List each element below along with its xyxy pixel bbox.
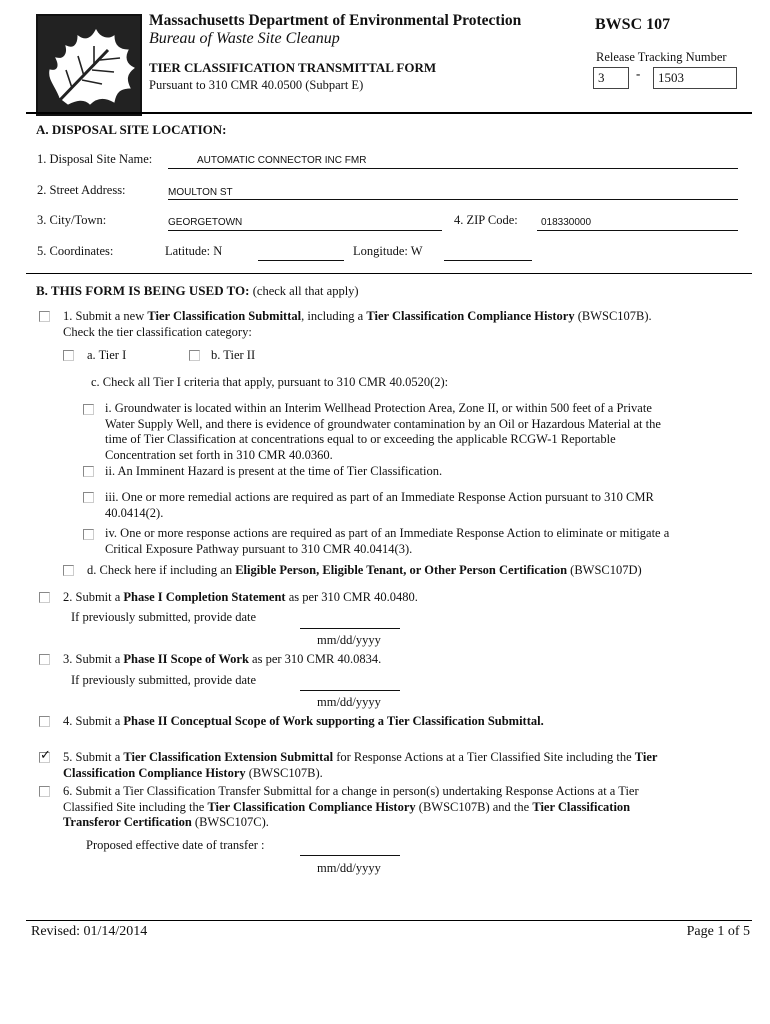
header-divider <box>26 112 752 114</box>
zip-field[interactable]: 018330000 <box>541 217 592 228</box>
criteria-intro: c. Check all Tier I criteria that apply, pursuant to 310 CMR 40.0520(2): <box>91 375 449 389</box>
criterion-iv-text: iv. One or more response actions are required as part of an Immediate Response Action to eliminate or mitigate a Critical Exposure Pathway pursuant to 310 CMR 40.0414(3). <box>105 526 670 556</box>
item1-text: 1. Submit a new Tier Classification Submittal, including a Tier Classification Compliance History (BWSC107B). Check the tier classification category: <box>63 309 652 339</box>
latitude-label: Latitude: N <box>165 244 223 258</box>
longitude-label: Longitude: W <box>353 244 423 258</box>
item3-date-format: mm/dd/yyyy <box>317 695 381 709</box>
dep-logo <box>36 14 142 116</box>
site-name-line <box>168 168 738 169</box>
street-field[interactable]: MOULTON ST <box>168 187 233 198</box>
item1-checkbox[interactable] <box>39 311 50 322</box>
item2-text: 2. Submit a Phase I Completion Statement as per 310 CMR 40.0480. <box>63 590 418 604</box>
oak-leaf-logo-icon <box>38 16 140 114</box>
footer-divider <box>26 920 752 921</box>
item5-checkbox[interactable] <box>39 752 50 763</box>
item3-date-field[interactable] <box>300 690 400 691</box>
coords-label: 5. Coordinates: <box>37 244 114 258</box>
transfer-date-format: mm/dd/yyyy <box>317 861 381 875</box>
criterion-i-text: i. Groundwater is located within an Interim Wellhead Protection Area, Zone II, or within 500 feet of a Private Water Supply Well, and there is evidence of groundwater contamination by an Oil or Hazardous Material at the time of Tier Classification at concentrations equal to or exceeding the applicable RCGW-1 Reportable Concentration set forth in 310 CMR 40.0360. <box>105 401 661 462</box>
item6-checkbox[interactable] <box>39 786 50 797</box>
form-code: BWSC 107 <box>595 16 671 33</box>
section-a-heading: A. DISPOSAL SITE LOCATION: <box>36 122 227 137</box>
city-line <box>168 230 442 231</box>
rtn-label: Release Tracking Number <box>596 50 727 64</box>
criterion-ii-checkbox[interactable] <box>83 466 94 477</box>
criterion-iii-checkbox[interactable] <box>83 492 94 503</box>
zip-label: 4. ZIP Code: <box>454 213 518 227</box>
city-field[interactable]: GEORGETOWN <box>168 217 243 228</box>
city-label: 3. City/Town: <box>37 213 107 227</box>
item-d-text: d. Check here if including an Eligible Person, Eligible Tenant, or Other Person Certification (BWSC107D) <box>87 563 642 577</box>
transfer-date-label: Proposed effective date of transfer : <box>86 838 265 852</box>
item-d-checkbox[interactable] <box>63 565 74 576</box>
longitude-field[interactable] <box>444 260 532 261</box>
item4-checkbox[interactable] <box>39 716 50 727</box>
criterion-ii-text: ii. An Imminent Hazard is present at the time of Tier Classification. <box>105 464 443 478</box>
tier-i-checkbox[interactable] <box>63 350 74 361</box>
item2-date-field[interactable] <box>300 628 400 629</box>
tier-i-label: a. Tier I <box>87 348 127 362</box>
site-name-field[interactable]: AUTOMATIC CONNECTOR INC FMR <box>197 155 367 166</box>
revised-date: Revised: 01/14/2014 <box>31 924 148 939</box>
pursuant-text: Pursuant to 310 CMR 40.0500 (Subpart E) <box>149 78 364 92</box>
section-b-heading <box>36 283 359 299</box>
criterion-iv-checkbox[interactable] <box>83 529 94 540</box>
tier-ii-checkbox[interactable] <box>189 350 200 361</box>
agency-title: Massachusetts Department of Environmental Protection <box>149 12 522 29</box>
section-b-note: (check all that apply) <box>252 284 359 298</box>
item3-checkbox[interactable] <box>39 654 50 665</box>
item4-text: 4. Submit a Phase II Conceptual Scope of Work supporting a Tier Classification Submittal. <box>63 714 544 728</box>
zip-line <box>537 230 738 231</box>
section-b-title: B. THIS FORM IS BEING USED TO: <box>36 283 250 298</box>
item6-text: 6. Submit a Tier Classification Transfer Submittal for a change in person(s) undertaking Response Actions at a Tier Classified Site including the Tier Classification Compliance History (BWSC107B) and the Tier Classification Transferor Certification (BWSC107C). <box>63 784 639 829</box>
latitude-field[interactable] <box>258 260 344 261</box>
criterion-i-checkbox[interactable] <box>83 404 94 415</box>
item5-text: 5. Submit a Tier Classification Extension Submittal for Response Actions at a Tier Classified Site including the Tier Classification Compliance History (BWSC107B). <box>63 750 658 780</box>
section-a-divider <box>26 273 752 274</box>
bureau-title: Bureau of Waste Site Cleanup <box>149 30 340 47</box>
item3-prev-date-label: If previously submitted, provide date <box>71 673 257 687</box>
street-label: 2. Street Address: <box>37 183 126 197</box>
rtn-dash: - <box>636 66 641 81</box>
transfer-date-field[interactable] <box>300 855 400 856</box>
rtn-number-field[interactable]: 1503 <box>653 67 737 89</box>
item2-prev-date-label: If previously submitted, provide date <box>71 610 257 624</box>
site-name-label: 1. Disposal Site Name: <box>37 152 153 166</box>
criterion-iii-text: iii. One or more remedial actions are required as part of an Immediate Response Action pursuant to 310 CMR 40.0414(2). <box>105 490 654 520</box>
page-number: Page 1 of 5 <box>686 924 750 939</box>
item2-date-format: mm/dd/yyyy <box>317 633 381 647</box>
tier-ii-label: b. Tier II <box>211 348 256 362</box>
rtn-region-field[interactable]: 3 <box>593 67 629 89</box>
item2-checkbox[interactable] <box>39 592 50 603</box>
item3-text: 3. Submit a Phase II Scope of Work as per 310 CMR 40.0834. <box>63 652 382 666</box>
form-title: TIER CLASSIFICATION TRANSMITTAL FORM <box>149 60 437 75</box>
street-line <box>168 199 738 200</box>
